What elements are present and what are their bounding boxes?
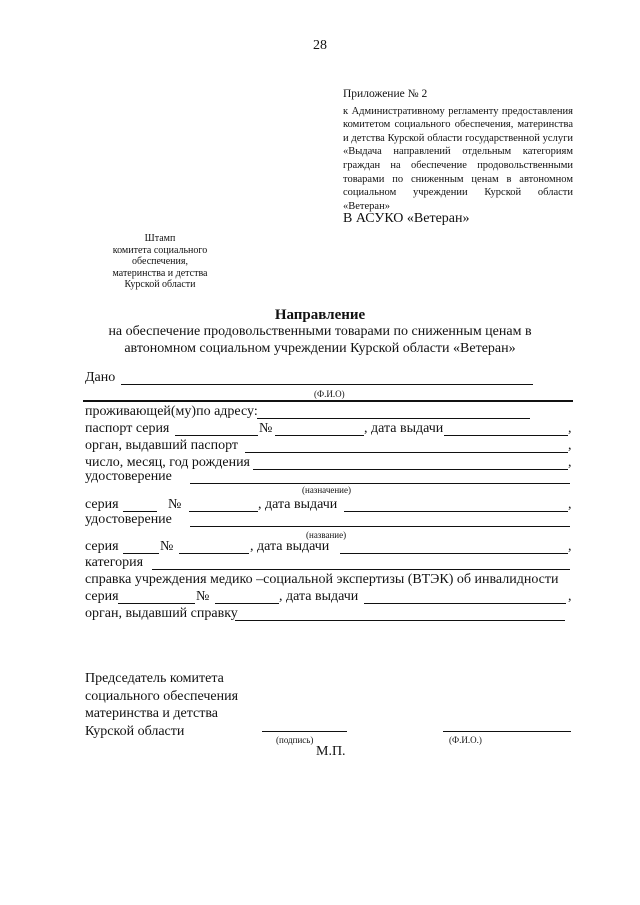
birth-date-field[interactable]: [253, 469, 568, 470]
certificate-2-number-label: №: [160, 539, 174, 554]
chair-line-2: социального обеспечения: [85, 688, 239, 704]
page-number: 28: [313, 38, 327, 53]
certificate-series-label: серия: [85, 497, 119, 512]
fio-hint: (Ф.И.О): [314, 389, 345, 399]
certificate-2-name-field[interactable]: [190, 526, 570, 527]
mse-series-label: серия: [85, 589, 119, 604]
fio-field[interactable]: [121, 384, 533, 385]
cert-issued-by-label: орган, выдавший справку: [85, 606, 238, 621]
seal-place: М.П.: [316, 744, 346, 759]
address-label: проживающей(му)по адресу:: [85, 404, 258, 419]
certificate-2-series-field[interactable]: [123, 553, 159, 554]
passport-number-field[interactable]: [275, 435, 364, 436]
name-hint: (название): [306, 530, 347, 540]
comma: ,: [568, 589, 572, 604]
comma: ,: [568, 421, 572, 436]
passport-series-field[interactable]: [175, 435, 258, 436]
appendix-block: [343, 88, 573, 213]
mse-issue-date-field[interactable]: [364, 603, 566, 604]
signature-hint: (подпись): [276, 735, 314, 745]
stamp-line-1: Штамп: [144, 233, 176, 244]
birth-date-label: число, месяц, год рождения: [85, 455, 250, 470]
comma: ,: [568, 438, 572, 453]
signatory-name-hint: (Ф.И.О.): [449, 735, 482, 745]
purpose-hint: (назначение): [302, 485, 351, 495]
issued-by-label: орган, выдавший паспорт: [85, 438, 239, 453]
category-field[interactable]: [152, 569, 570, 570]
passport-issue-date-label: , дата выдачи: [364, 421, 444, 436]
stamp-line-4: Курской области: [124, 279, 196, 291]
chair-line-4: Курской области: [85, 723, 185, 739]
appendix-text: к Административному регламенту предоставления комитетом социального обеспечения, материнства и детства Курской области государственной услуги «Выдача направлений отдельным категориям граждан на обеспечение продовольственными товарами по сниженным ценам в автономном социальном учреждении Курской области «Ветеран»: [343, 105, 573, 212]
comma: ,: [568, 497, 572, 512]
certificate-number-label: №: [168, 497, 182, 512]
mse-number-field[interactable]: [215, 603, 279, 604]
certificate-2-issue-date-field[interactable]: [340, 553, 568, 554]
signatory-name-field[interactable]: [443, 731, 571, 732]
address-field[interactable]: [257, 418, 530, 419]
certificate-number-field[interactable]: [189, 511, 258, 512]
document-subtitle: на обеспечение продовольственными товарами по сниженным ценам в автономном социальном учреждении Курской области «Ветеран»: [108, 324, 532, 356]
passport-number-label: №: [259, 421, 273, 436]
certificate-2-issue-date-label: , дата выдачи: [250, 539, 330, 554]
mse-issue-date-label: , дата выдачи: [279, 589, 359, 604]
certificate-2-number-field[interactable]: [179, 553, 249, 554]
certificate-label: удостоверение: [85, 469, 172, 484]
cert-issued-by-field[interactable]: [235, 620, 565, 621]
mse-certificate-label: справка учреждения медико –социальной экспертизы (ВТЭК) об инвалидности: [85, 572, 559, 587]
dano-label: Дано: [85, 370, 116, 385]
document-title: Направление: [274, 307, 366, 323]
category-label: категория: [85, 555, 144, 570]
mse-series-field[interactable]: [118, 603, 195, 604]
appendix-title: Приложение № 2: [343, 88, 428, 100]
stamp-line-2: комитета социального обеспечения,: [112, 244, 208, 268]
comma: ,: [568, 455, 572, 470]
certificate-issue-date-label: , дата выдачи: [258, 497, 338, 512]
mse-number-label: №: [196, 589, 210, 604]
issued-by-field[interactable]: [245, 452, 568, 453]
signature-field[interactable]: [262, 731, 347, 732]
stamp-line-3: материнства и детства: [112, 267, 208, 279]
comma: ,: [568, 539, 572, 554]
addressee: В АСУКО «Ветеран»: [343, 211, 470, 226]
certificate-2-label: удостоверение: [85, 512, 172, 527]
certificate-issue-date-field[interactable]: [344, 511, 568, 512]
chair-line-1: Председатель комитета: [85, 671, 224, 686]
chair-line-3: материнства и детства: [85, 706, 218, 721]
chair-title: [85, 670, 238, 740]
certificate-purpose-field[interactable]: [190, 483, 570, 484]
passport-series-label: паспорт серия: [85, 421, 170, 436]
divider: [83, 400, 573, 402]
passport-issue-date-field[interactable]: [444, 435, 568, 436]
certificate-2-series-label: серия: [85, 539, 119, 554]
stamp-placeholder: [85, 233, 235, 291]
